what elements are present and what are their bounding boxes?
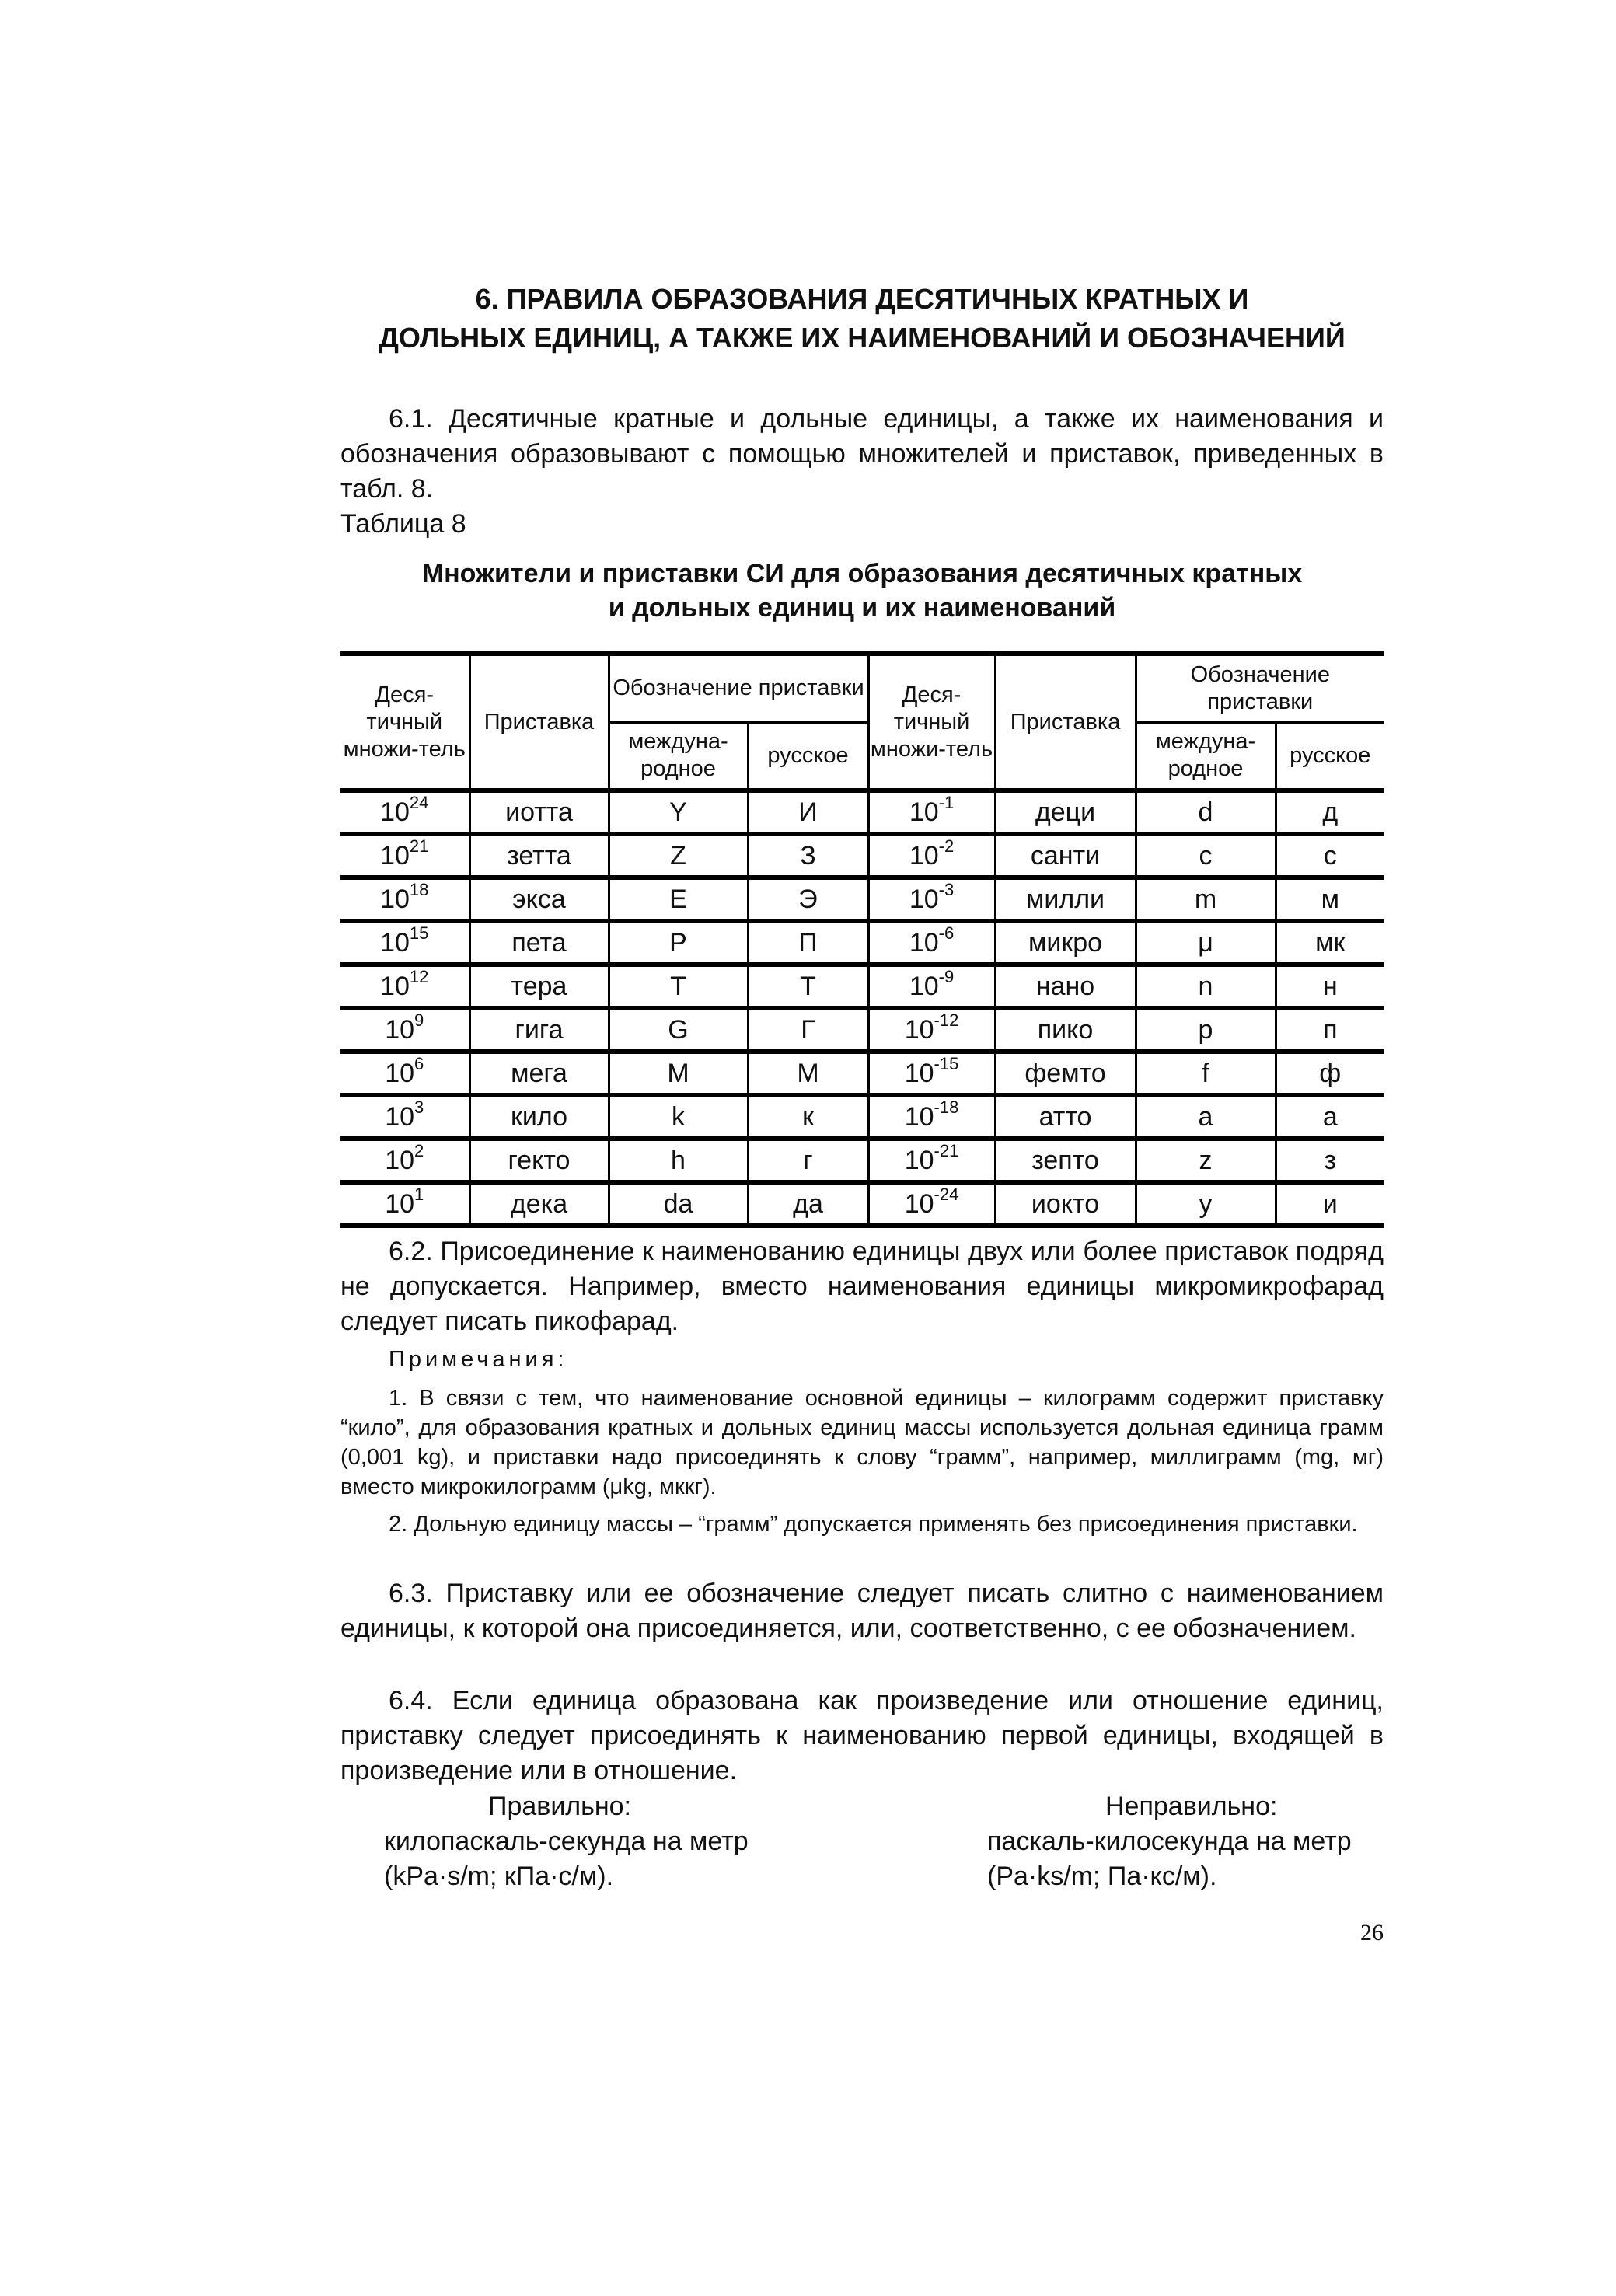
multiplier-exponent: 6 (414, 1053, 424, 1073)
international-symbol-cell-2: n (1136, 965, 1276, 1008)
russian-symbol-cell-2: ф (1276, 1052, 1384, 1095)
multiplier-base: 10 (380, 971, 410, 1001)
table-row (340, 1095, 1384, 1139)
international-symbol-cell: M (609, 1052, 748, 1095)
prefix-cell-2: микро (995, 921, 1136, 965)
international-symbol-cell: P (609, 921, 748, 965)
russian-symbol-cell-2: мк (1276, 921, 1384, 965)
international-symbol-cell: T (609, 965, 748, 1008)
table-row (340, 878, 1384, 921)
si-prefixes-table (340, 651, 1384, 1228)
prefix-cell: гекто (469, 1139, 609, 1182)
prefix-cell-2: пико (995, 1008, 1136, 1052)
multiplier-exponent: 12 (409, 966, 429, 986)
table-row (340, 965, 1384, 1008)
multiplier-base: 10 (904, 1188, 934, 1219)
multiplier-exponent: 3 (414, 1097, 424, 1117)
international-symbol-cell: da (609, 1182, 748, 1226)
multiplier-exponent: -24 (934, 1184, 959, 1204)
international-symbol-cell-2: μ (1136, 921, 1276, 965)
multiplier-exponent: -12 (934, 1010, 959, 1030)
table-row (340, 921, 1384, 965)
russian-symbol-cell-2: п (1276, 1008, 1384, 1052)
multiplier-exponent: -21 (934, 1140, 959, 1160)
prefix-cell: дека (469, 1182, 609, 1226)
page-number: 26 (1360, 1920, 1384, 1945)
russian-symbol-cell: Э (748, 878, 868, 921)
prefix-cell-2: милли (995, 878, 1136, 921)
multiplier-exponent: -1 (938, 792, 955, 812)
prefix-cell: гига (469, 1008, 609, 1052)
multiplier-cell-2 (868, 921, 995, 965)
russian-symbol-cell-2: с (1276, 834, 1384, 878)
multiplier-base: 10 (380, 884, 410, 914)
multiplier-cell-2 (868, 1182, 995, 1226)
table-label: Таблица 8 (340, 509, 466, 539)
paragraph-6-4: 6.4. Если единица образована как произведение или отношение единиц, приставку следует присоединять к наименованию первой единицы, входящей в произведение или в отношение. (340, 1686, 1384, 1785)
multiplier-exponent: 15 (409, 923, 429, 943)
multiplier-base: 10 (904, 1058, 934, 1088)
table-caption-line2: и дольных единиц и их наименований (608, 593, 1116, 623)
multiplier-cell (340, 834, 469, 878)
table-caption-line1: Множители и приставки СИ для образования десятичных кратных (421, 559, 1303, 588)
multiplier-cell (340, 921, 469, 965)
paragraph-6-2: 6.2. Присоединение к наименованию единицы двух или более приставок подряд не допускается. Например, вместо наименования единицы микромикрофарад следует писать пикофарад. (340, 1237, 1384, 1336)
correct-label: Правильно: (488, 1792, 631, 1821)
prefix-cell-2: атто (995, 1095, 1136, 1139)
russian-symbol-cell: да (748, 1182, 868, 1226)
header-prefix-2: Приставка (995, 654, 1136, 790)
table-caption (340, 557, 1384, 625)
multiplier-base: 10 (385, 1101, 415, 1132)
table-row (340, 1139, 1384, 1182)
prefix-cell-2: иокто (995, 1182, 1136, 1226)
multiplier-base: 10 (380, 840, 410, 871)
multiplier-base: 10 (909, 884, 939, 914)
incorrect-symbol: (Pa·ks/m; Па·кс/м). (987, 1862, 1217, 1891)
international-symbol-cell-2: z (1136, 1139, 1276, 1182)
incorrect-name: паскаль-килосекунда на метр (987, 1827, 1352, 1856)
multiplier-base: 10 (909, 840, 939, 871)
multiplier-cell (340, 1139, 469, 1182)
multiplier-cell-2 (868, 1008, 995, 1052)
multiplier-exponent: 1 (414, 1184, 424, 1204)
table-row (340, 1052, 1384, 1095)
multiplier-exponent: 21 (409, 836, 429, 856)
multiplier-exponent: -15 (934, 1053, 959, 1073)
incorrect-label: Неправильно: (1105, 1792, 1278, 1821)
multiplier-base: 10 (385, 1188, 415, 1219)
russian-symbol-cell-2: м (1276, 878, 1384, 921)
multiplier-cell (340, 1095, 469, 1139)
multiplier-base: 10 (904, 1101, 934, 1132)
multiplier-base: 10 (904, 1014, 934, 1045)
russian-symbol-cell-2: и (1276, 1182, 1384, 1226)
multiplier-exponent: -2 (938, 836, 955, 856)
prefix-cell: экса (469, 878, 609, 921)
multiplier-exponent: -6 (938, 923, 955, 943)
russian-symbol-cell-2: а (1276, 1095, 1384, 1139)
multiplier-exponent: 18 (409, 879, 429, 899)
international-symbol-cell: h (609, 1139, 748, 1182)
multiplier-exponent: 9 (414, 1010, 424, 1030)
russian-symbol-cell: П (748, 921, 868, 965)
international-symbol-cell: Y (609, 790, 748, 834)
table-row (340, 1182, 1384, 1226)
international-symbol-cell: G (609, 1008, 748, 1052)
multiplier-base: 10 (385, 1058, 415, 1088)
international-symbol-cell-2: y (1136, 1182, 1276, 1226)
international-symbol-cell-2: f (1136, 1052, 1276, 1095)
header-multiplier-2: Деся-тичный множи-тель (868, 654, 995, 790)
multiplier-cell (340, 790, 469, 834)
prefix-cell-2: фемто (995, 1052, 1136, 1095)
international-symbol-cell: E (609, 878, 748, 921)
section-title (340, 280, 1384, 358)
prefix-cell-2: санти (995, 834, 1136, 878)
note-2: 2. Дольную единицу массы – “грамм” допускается применять без присоединения приставки. (389, 1512, 1358, 1537)
russian-symbol-cell: к (748, 1095, 868, 1139)
prefix-cell: зетта (469, 834, 609, 878)
multiplier-cell-2 (868, 1139, 995, 1182)
multiplier-cell-2 (868, 1052, 995, 1095)
paragraph-6-1: 6.1. Десятичные кратные и дольные единицы, а также их наименования и обозначения образовывают с помощью множителей и приставок, приведенных в табл. 8. (340, 404, 1384, 504)
multiplier-cell (340, 965, 469, 1008)
multiplier-exponent: -9 (938, 966, 955, 986)
russian-symbol-cell: Т (748, 965, 868, 1008)
multiplier-cell-2 (868, 834, 995, 878)
header-russian: русское (748, 722, 868, 790)
note-1: 1. В связи с тем, что наименование основной единицы – килограмм содержит приставку “кило”, для образования кратных и дольных единиц массы используется дольная единица грамм (0,001 kg), и приставки надо присоединять к слову “грамм”, например, миллиграмм (mg, мг) вместо микрокилограмм (μkg, мккг). (340, 1386, 1384, 1499)
prefix-cell: иотта (469, 790, 609, 834)
table-row (340, 834, 1384, 878)
multiplier-exponent: -3 (938, 879, 955, 899)
russian-symbol-cell-2: з (1276, 1139, 1384, 1182)
header-international-2: междуна-родное (1136, 722, 1276, 790)
prefix-cell-2: нано (995, 965, 1136, 1008)
international-symbol-cell-2: d (1136, 790, 1276, 834)
multiplier-base: 10 (909, 927, 939, 958)
prefix-cell: мега (469, 1052, 609, 1095)
header-designation-2: Обозначение приставки (1136, 654, 1384, 722)
russian-symbol-cell: М (748, 1052, 868, 1095)
header-multiplier: Деся-тичный множи-тель (340, 654, 469, 790)
russian-symbol-cell-2: д (1276, 790, 1384, 834)
table-row (340, 790, 1384, 834)
multiplier-base: 10 (909, 797, 939, 827)
notes-label: Примечания: (389, 1347, 568, 1372)
correct-name: килопаскаль-секунда на метр (384, 1827, 749, 1856)
prefix-cell: тера (469, 965, 609, 1008)
multiplier-cell-2 (868, 1095, 995, 1139)
correct-symbol: (kPa·s/m; кПа·с/м). (384, 1862, 614, 1891)
international-symbol-cell-2: a (1136, 1095, 1276, 1139)
header-designation: Обозначение приставки (609, 654, 868, 722)
russian-symbol-cell: И (748, 790, 868, 834)
multiplier-base: 10 (380, 797, 410, 827)
section-title-line1: 6. ПРАВИЛА ОБРАЗОВАНИЯ ДЕСЯТИЧНЫХ КРАТНЫХ И (475, 283, 1249, 315)
international-symbol-cell-2: p (1136, 1008, 1276, 1052)
table-body (340, 790, 1384, 1226)
international-symbol-cell-2: m (1136, 878, 1276, 921)
prefix-cell-2: деци (995, 790, 1136, 834)
header-prefix: Приставка (469, 654, 609, 790)
multiplier-base: 10 (904, 1145, 934, 1175)
section-title-line2: ДОЛЬНЫХ ЕДИНИЦ, А ТАКЖЕ ИХ НАИМЕНОВАНИЙ И ОБОЗНАЧЕНИЙ (379, 322, 1346, 354)
multiplier-cell-2 (868, 878, 995, 921)
multiplier-exponent: 24 (409, 792, 429, 812)
header-international: междуна-родное (609, 722, 748, 790)
russian-symbol-cell-2: н (1276, 965, 1384, 1008)
multiplier-cell (340, 878, 469, 921)
international-symbol-cell: k (609, 1095, 748, 1139)
international-symbol-cell-2: c (1136, 834, 1276, 878)
multiplier-base: 10 (385, 1014, 415, 1045)
russian-symbol-cell: З (748, 834, 868, 878)
russian-symbol-cell: г (748, 1139, 868, 1182)
multiplier-cell-2 (868, 965, 995, 1008)
multiplier-exponent: 2 (414, 1140, 424, 1160)
prefix-cell: пета (469, 921, 609, 965)
multiplier-cell (340, 1008, 469, 1052)
multiplier-base: 10 (385, 1145, 415, 1175)
multiplier-base: 10 (909, 971, 939, 1001)
international-symbol-cell: Z (609, 834, 748, 878)
russian-symbol-cell: Г (748, 1008, 868, 1052)
multiplier-exponent: -18 (934, 1097, 959, 1117)
prefix-cell: кило (469, 1095, 609, 1139)
multiplier-base: 10 (380, 927, 410, 958)
multiplier-cell (340, 1052, 469, 1095)
prefix-cell-2: зепто (995, 1139, 1136, 1182)
header-russian-2: русское (1276, 722, 1384, 790)
paragraph-6-3: 6.3. Приставку или ее обозначение следует писать слитно с наименованием единицы, к которой она присоединяется, или, соответственно, с ее обозначением. (340, 1579, 1384, 1643)
multiplier-cell (340, 1182, 469, 1226)
table-row (340, 1008, 1384, 1052)
multiplier-cell-2 (868, 790, 995, 834)
